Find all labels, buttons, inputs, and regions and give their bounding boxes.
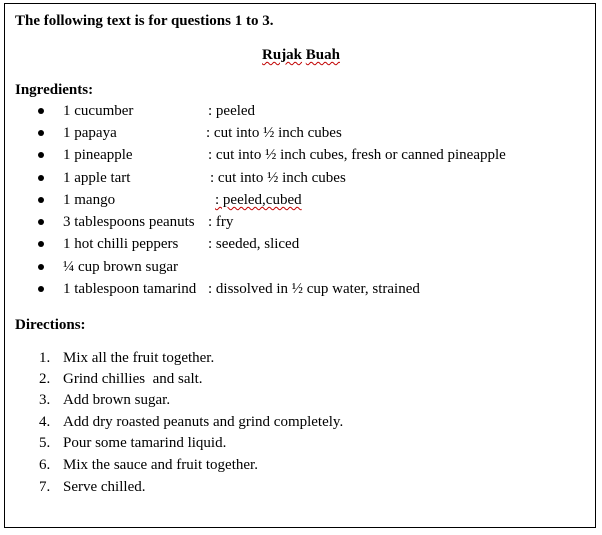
ingredient-name: 1 apple tart xyxy=(63,170,131,186)
step-text: Grind chillies and salt. xyxy=(63,371,203,387)
ingredient-name: 1 cucumber xyxy=(63,103,134,119)
bullet-icon xyxy=(38,108,44,114)
ingredient-name: 1 mango xyxy=(63,192,116,208)
ingredient-note: : cut into ½ inch cubes xyxy=(206,125,342,141)
header-text: The following text is for questions 1 to 3. xyxy=(15,13,274,29)
ingredient-name: ¼ cup brown sugar xyxy=(63,259,178,275)
ingredient-note: : peeled xyxy=(208,103,256,119)
bullet-icon xyxy=(38,241,44,247)
ingredient-name: 3 tablespoons peanuts xyxy=(63,214,195,230)
ingredient-note: : dissolved in ½ cup water, strained xyxy=(208,281,420,297)
ingredient-note: : fry xyxy=(208,214,234,230)
step-text: Add brown sugar. xyxy=(63,392,171,408)
ingredient-note: : cut into ½ inch cubes, fresh or canned pineapple xyxy=(208,147,506,163)
step-text: Serve chilled. xyxy=(63,479,146,495)
recipe-title-word2: Buah xyxy=(305,47,340,63)
recipe-title xyxy=(5,46,597,64)
ingredient-note: : peeled,cubed xyxy=(215,192,302,208)
recipe-title-word1: Rujak xyxy=(262,47,303,63)
step-number: 3. xyxy=(39,392,51,408)
step-text: Mix the sauce and fruit together. xyxy=(63,457,258,473)
step-text: Add dry roasted peanuts and grind completely. xyxy=(63,414,344,430)
ingredient-name: 1 hot chilli peppers xyxy=(63,236,179,252)
bullet-icon xyxy=(38,219,44,225)
ingredient-name: 1 pineapple xyxy=(63,147,133,163)
step-number: 6. xyxy=(39,457,51,473)
ingredient-name: 1 papaya xyxy=(63,125,117,141)
step-text: Mix all the fruit together. xyxy=(63,350,215,366)
step-number: 4. xyxy=(39,414,51,430)
ingredient-name: 1 tablespoon tamarind xyxy=(63,281,197,297)
bullet-icon xyxy=(38,130,44,136)
step-number: 7. xyxy=(39,479,51,495)
bullet-icon xyxy=(38,197,44,203)
bullet-icon xyxy=(38,264,44,270)
document-frame xyxy=(4,3,596,528)
ingredient-note: : cut into ½ inch cubes xyxy=(210,170,346,186)
bullet-icon xyxy=(38,152,44,158)
bullet-icon xyxy=(38,286,44,292)
directions-heading: Directions: xyxy=(15,317,86,333)
bullet-icon xyxy=(38,175,44,181)
step-number: 5. xyxy=(39,435,51,451)
step-number: 1. xyxy=(39,350,51,366)
ingredient-note: : seeded, sliced xyxy=(208,236,300,252)
step-number: 2. xyxy=(39,371,51,387)
step-text: Pour some tamarind liquid. xyxy=(63,435,227,451)
ingredients-heading: Ingredients: xyxy=(15,82,94,98)
